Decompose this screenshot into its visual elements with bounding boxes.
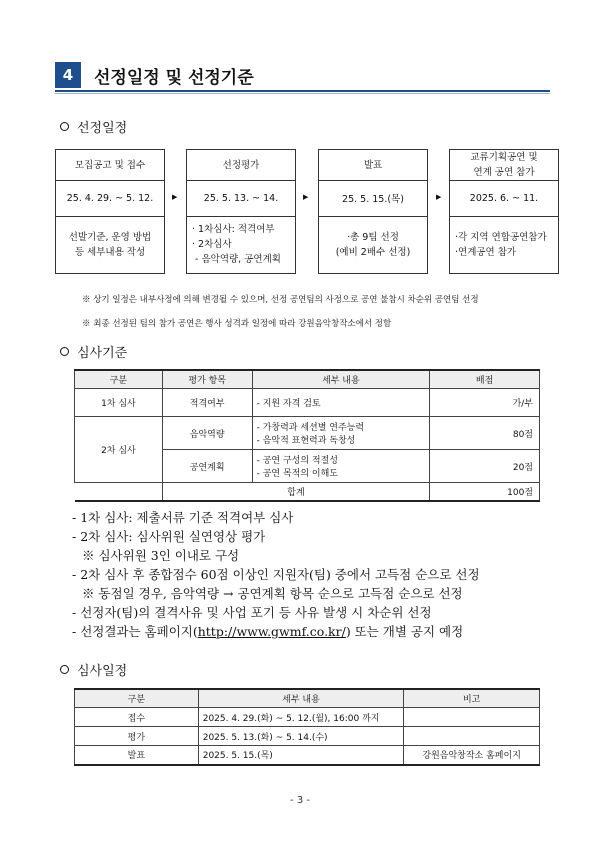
flow-body-line: · 2차심사 (192, 239, 232, 250)
flow-step-date: 25. 4. 29. ~ 5. 12. (56, 180, 164, 217)
review-cell (404, 727, 540, 746)
circle-bullet-icon (60, 665, 69, 674)
review-cell: 발표 (75, 746, 199, 765)
review-table (74, 688, 540, 766)
criteria-list-note: ※ 동점일 경우, 음악역량 → 공연계획 항목 순으로 고득점 순으로 선정 (82, 586, 463, 601)
review-heading (60, 660, 127, 679)
flow-arrow-icon: ▶ (436, 193, 442, 201)
criteria-total-label: 합계 (162, 483, 429, 501)
criteria-detail-line: - 가창력과 세션별 연주능력 (256, 423, 365, 433)
criteria-list-item (72, 622, 592, 641)
criteria-detail (252, 450, 430, 483)
criteria-heading-text: 심사기준 (77, 346, 128, 361)
review-header: 세부 내용 (198, 689, 404, 708)
flow-step-evaluation (186, 149, 296, 274)
review-cell: 2025. 5. 15.(목) (198, 746, 404, 765)
criteria-detail-line: - 공연 구성의 적절성 (256, 456, 338, 466)
criteria-list-text: - 선정결과는 홈페이지( (72, 624, 198, 639)
circle-bullet-icon (60, 347, 69, 356)
circle-bullet-icon (60, 122, 69, 131)
criteria-list-item: - 선정자(팀)의 결격사유 및 사업 포기 등 사유 발생 시 차순위 선정 (72, 605, 432, 620)
flow-head-line: 교류기획공연 및 (470, 152, 538, 163)
review-header: 구분 (75, 689, 199, 708)
flow-step-date: 2025. 6. ~ 11. (450, 180, 558, 217)
flow-step-head: 발표 (319, 150, 427, 181)
criteria-score: 가/부 (430, 389, 540, 417)
flow-head-line: 연계 공연 참가 (473, 167, 535, 178)
review-header: 비고 (404, 689, 540, 708)
criteria-detail-line: - 음악적 표현력과 독창성 (256, 436, 356, 446)
flow-step-head: 모집공고 및 접수 (56, 150, 164, 181)
homepage-link[interactable]: http://www.gwmf.co.kr/ (197, 624, 346, 639)
flow-body-line: ·각 지역 연합공연참가 (455, 231, 547, 243)
flow-body-line: - 음악역량, 공연계획 (192, 254, 281, 265)
flow-arrow-icon: ▶ (303, 193, 309, 201)
section-rule-thin (55, 93, 550, 94)
section-rule (55, 90, 550, 92)
schedule-heading-text: 선정일정 (77, 121, 128, 136)
criteria-list-item: - 1차 심사: 제출서류 기준 적격여부 심사 (72, 510, 294, 525)
flow-body-line: · 1차심사: 적격여부 (192, 224, 275, 235)
review-cell: 2025. 5. 13.(화) ~ 5. 14.(수) (198, 727, 404, 746)
criteria-header: 평가 항목 (162, 370, 252, 389)
criteria-score: 80점 (430, 417, 540, 450)
section-number: 4 (55, 62, 81, 88)
criteria-detail (252, 417, 430, 450)
criteria-header: 배점 (430, 370, 540, 389)
review-cell: 2025. 4. 29.(화) ~ 5. 12.(월), 16:00 까지 (198, 708, 404, 727)
flow-step-body (319, 216, 427, 273)
flow-step-body (56, 216, 164, 273)
criteria-detail: - 지원 자격 검토 (252, 389, 430, 417)
review-cell: 접수 (75, 708, 199, 727)
criteria-score: 20점 (430, 450, 540, 483)
flow-step-body (450, 216, 558, 273)
flow-arrow-icon: ▶ (172, 193, 178, 201)
criteria-list (72, 508, 592, 641)
criteria-stage: 1차 심사 (75, 389, 163, 417)
criteria-header: 세부 내용 (252, 370, 430, 389)
review-cell (404, 708, 540, 727)
criteria-total-blank (75, 483, 163, 501)
flow-body-line: ·연계공연 참가 (455, 246, 517, 258)
criteria-total-score: 100점 (430, 483, 540, 501)
flow-step-date: 25. 5. 13. ~ 14. (187, 180, 295, 217)
review-cell: 평가 (75, 727, 199, 746)
criteria-detail-line: - 공연 목적의 이해도 (256, 469, 338, 479)
criteria-header: 구분 (75, 370, 163, 389)
criteria-heading (60, 342, 127, 361)
flow-step-body (187, 216, 295, 273)
criteria-list-item: - 2차 심사: 심사위원 실연영상 평가 (72, 529, 266, 544)
flow-body-line: (예비 2배수 선정) (335, 246, 411, 258)
criteria-item: 음악역량 (162, 417, 252, 450)
flow-step-performance (449, 149, 559, 274)
criteria-item: 적격여부 (162, 389, 252, 417)
criteria-item: 공연계획 (162, 450, 252, 483)
flow-body-line: 선발기준, 운영 방법 (68, 231, 152, 243)
flow-body-line: ·총 9팀 선정 (347, 231, 399, 243)
review-cell: 강원음악창작소 홈페이지 (404, 746, 540, 765)
criteria-stage: 2차 심사 (75, 417, 163, 483)
criteria-table (74, 369, 540, 502)
criteria-list-text: ) 또는 개별 공지 예정 (345, 624, 464, 639)
page-number: - 3 - (290, 795, 310, 806)
note-final-selection: ※ 최종 선정된 팀의 참가 공연은 행사 성격과 일정에 따라 강원음악창작소에서 정함 (82, 319, 392, 329)
review-heading-text: 심사일정 (77, 664, 128, 679)
note-schedule-change: ※ 상기 일정은 내부사정에 의해 변경될 수 있으며, 선정 공연팀의 사정으로 공연 불참시 차순위 공연팀 선정 (82, 295, 479, 305)
flow-step-head (450, 150, 558, 181)
schedule-heading (60, 117, 127, 136)
flow-step-date: 25. 5. 15.(목) (319, 180, 427, 217)
section-title: 선정일정 및 선정기준 (94, 68, 254, 88)
criteria-list-note: ※ 심사위원 3인 이내로 구성 (82, 548, 240, 563)
flow-step-head: 선정평가 (187, 150, 295, 181)
criteria-list-item: - 2차 심사 후 종합점수 60점 이상인 지원자(팀) 중에서 고득점 순으로 선정 (72, 567, 480, 582)
flow-body-line: 등 세부내용 작성 (74, 246, 146, 258)
flow-step-announce (318, 149, 428, 274)
flow-step-recruit (55, 149, 165, 274)
